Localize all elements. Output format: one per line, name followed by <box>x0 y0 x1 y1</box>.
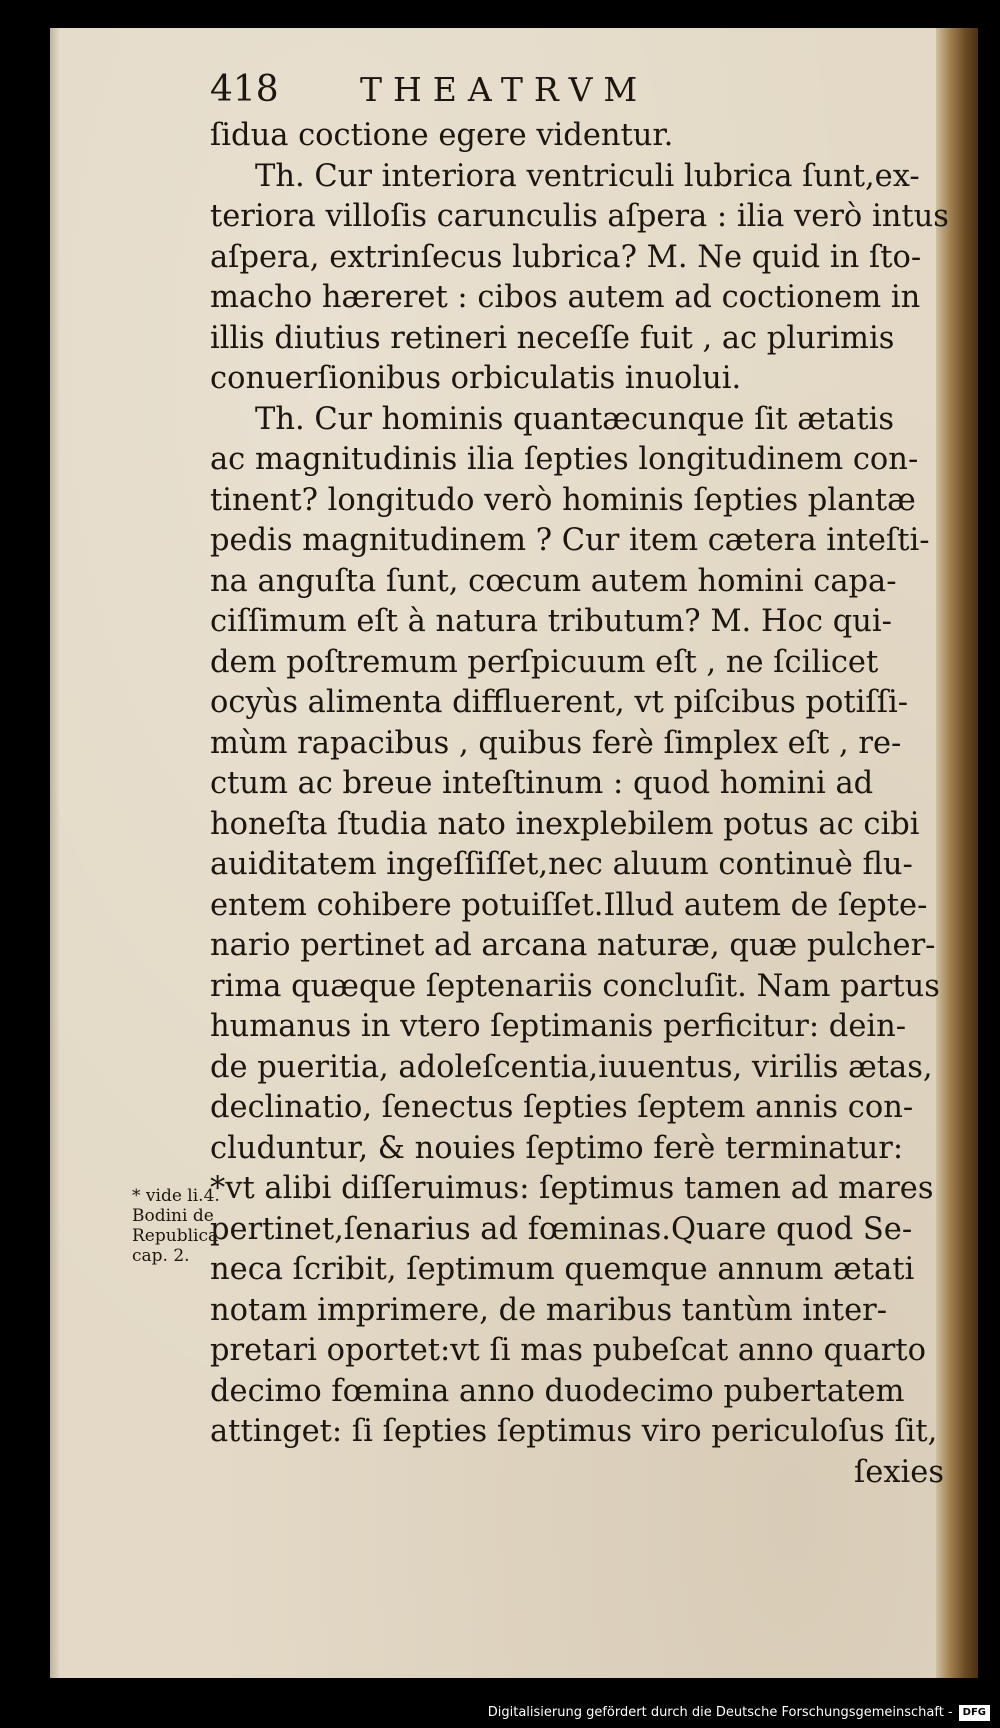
text-line: decimo fœmina anno duodecimo pubertatem <box>210 1373 905 1409</box>
margin-note-line: cap. 2. <box>132 1246 190 1266</box>
dfg-logo: DFG <box>959 1705 990 1721</box>
text-line: pedis magnitudinem ? Cur item cætera inteſti- <box>210 523 930 558</box>
text-line: ac magnitudinis ilia ſepties longitudinem con- <box>210 442 919 477</box>
text-line: rima quæque ſeptenariis concluſit. Nam partus <box>210 968 940 1004</box>
text-line: Th. Cur interiora ventriculi lubrica ſunt,ex- <box>255 158 920 194</box>
catchword: ſexies <box>854 1454 944 1490</box>
text-line: macho hæreret : cibos autem ad coctionem in <box>210 280 921 315</box>
text-line: *vt alibi diſſeruimus: ſeptimus tamen ad mares <box>210 1171 934 1206</box>
text-line: ocyùs alimenta diffluerent, vt piſcibus potiſſi- <box>210 685 909 720</box>
margin-note-line: * vide li.4. <box>132 1186 220 1206</box>
text-line: teriora villoſis carunculis aſpera : ilia verò intus <box>210 199 949 234</box>
footer-text: Digitalisierung gefördert durch die Deutsche Forschungsgemeinschaft - <box>487 1705 953 1720</box>
running-head: THEATRVM <box>360 70 649 109</box>
text-line: cluduntur, & nouies ſeptimo ferè terminatur: <box>210 1130 904 1166</box>
margin-note-line: Bodini de <box>132 1206 214 1226</box>
page-edge-shadow <box>50 28 60 1678</box>
text-line: Th. Cur hominis quantæcunque ſit ætatis <box>255 401 895 437</box>
text-line: ſidua coctione egere videntur. <box>210 118 674 153</box>
text-line: aſpera, extrinſecus lubrica? M. Ne quid in ſto- <box>210 239 922 275</box>
margin-note <box>132 1186 282 1266</box>
text-line: honeſta ſtudia nato inexplebilem potus ac cibi <box>210 806 920 842</box>
margin-note-line: Republica <box>132 1226 219 1246</box>
text-line: nario pertinet ad arcana naturæ, quæ pulcher- <box>210 928 936 963</box>
text-line: humanus in vtero ſeptimanis perficitur: dein- <box>210 1009 907 1044</box>
text-line: declinatio, ſenectus ſepties ſeptem annis con- <box>210 1090 914 1125</box>
text-line: na anguſta ſunt, cœcum autem homini capa- <box>210 563 897 599</box>
text-line: entem cohibere potuiſſet.Illud autem de ſepte- <box>210 887 928 923</box>
text-line: neca ſcribit, ſeptimum quemque annum ætati <box>210 1252 915 1287</box>
text-line: tinent? longitudo verò hominis ſepties plantæ <box>210 482 916 518</box>
text-line: de pueritia, adoleſcentia,iuuentus, virilis ætas, <box>210 1049 933 1085</box>
text-line: notam imprimere, de maribus tantùm inter- <box>210 1292 888 1328</box>
text-line: pretari oportet:vt ſi mas pubeſcat anno quarto <box>210 1333 926 1368</box>
text-line: attinget: ſi ſepties ſeptimus viro periculoſus ſit, <box>210 1414 938 1449</box>
page-number: 418 <box>210 69 279 110</box>
text-line: illis diutius retineri neceſſe fuit , ac plurimis <box>210 320 895 356</box>
body-text <box>210 116 950 1493</box>
page-header <box>210 66 770 116</box>
text-line: pertinet,ſenarius ad fœminas.Quare quod Se- <box>210 1211 913 1247</box>
text-line: conuerſionibus orbiculatis inuolui. <box>210 361 742 396</box>
digitization-footer <box>488 1704 990 1722</box>
text-line: mùm rapacibus , quibus ferè ſimplex eſt , re- <box>210 725 902 761</box>
text-line: auiditatem ingeſſiſſet,nec aluum continuè flu- <box>210 847 913 882</box>
text-line: dem poſtremum perſpicuum eſt , ne ſcilicet <box>210 644 879 680</box>
text-line: ciſſimum eſt à natura tributum? M. Hoc qui- <box>210 604 892 639</box>
text-line: ctum ac breue inteſtinum : quod homini ad <box>210 766 874 801</box>
